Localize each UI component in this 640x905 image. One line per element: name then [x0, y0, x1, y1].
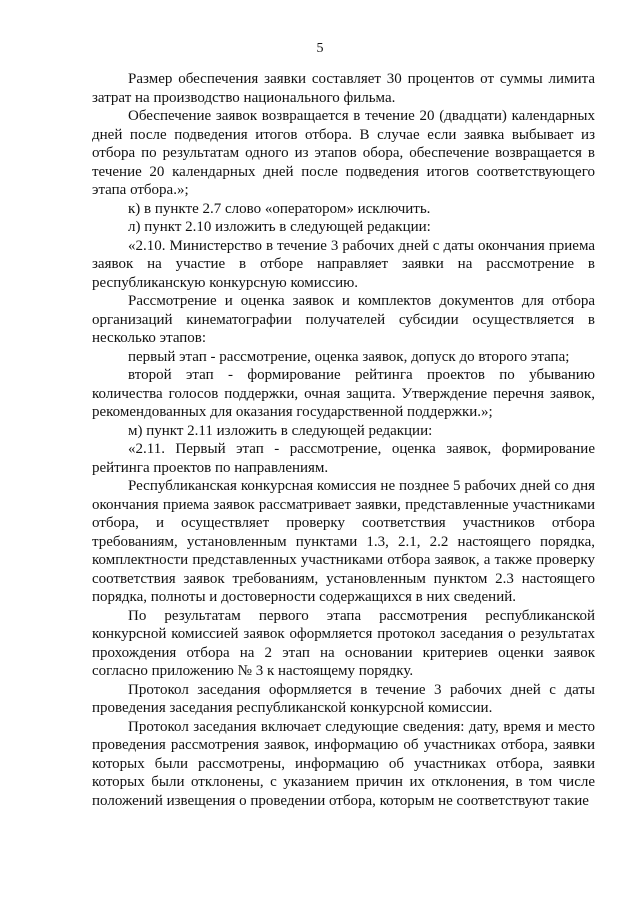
paragraph: м) пункт 2.11 изложить в следующей редакции: [128, 422, 433, 439]
paragraph: По результатам первого этапа рассмотрения республиканской конкурсной комиссией заявок оформляется протокол заседания о результатах прохождения отбора на 2 этап на основании критериев оценки заявок согласно приложению № 3 к настоящему порядку. [92, 607, 595, 679]
paragraph: Размер обеспечения заявки составляет 30 процентов от суммы лимита затрат на производство национального фильма. [92, 71, 595, 106]
paragraph: к) в пункте 2.7 слово «оператором» исключить. [128, 200, 431, 217]
paragraph: Протокол заседания оформляется в течение 3 рабочих дней с даты проведения заседания республиканской конкурсной комиссии. [92, 681, 595, 716]
document-body [92, 70, 595, 810]
paragraph: Протокол заседания включает следующие сведения: дату, время и место проведения рассмотрения заявок, информацию об участниках отбора, заявки которых были рассмотрены, информацию об участниках отбора, заявки которых были отклонены, с указанием причин их отклонения, в том числе положений извещения о проведении отбора, которым не соответствуют такие [92, 718, 595, 809]
page-number: 5 [316, 41, 324, 56]
paragraph: второй этап - формирование рейтинга проектов по убыванию количества голосов поддержки, очная защита. Утверждение перечня заявок, рекомендованных для оказания государственной поддержки.»; [92, 367, 595, 420]
paragraph: л) пункт 2.10 изложить в следующей редакции: [128, 219, 431, 235]
paragraph: Республиканская конкурсная комиссия не позднее 5 рабочих дней со дня окончания приема заявок рассматривает заявки, представленные участниками отбора, и осуществляет проверку соответствия участников отбора требованиям, установленным пунктами 1.3, 2.1, 2.2 настоящего порядка, комплектности представленных участниками отбора заявок, а также проверку соответствия заявок требованиям, установленным пунктом 2.3 настоящего порядка, полноты и достоверности содержащихся в них сведений. [92, 478, 595, 605]
paragraph: «2.11. Первый этап - рассмотрение, оценка заявок, формирование рейтинга проектов по направлениям. [92, 441, 595, 476]
paragraph: «2.10. Министерство в течение 3 рабочих дней с даты окончания приема заявок на участие в отборе направляет заявки на рассмотрение в республиканскую конкурсную комиссию. [92, 237, 595, 291]
paragraph: Обеспечение заявок возвращается в течение 20 (двадцати) календарных дней после подведения итогов отбора. В случае если заявка выбывает из отбора по результатам одного из этапов обора, обеспечение возвращается в течение 20 календарных дней после подведения итогов соответствующего этапа отбора.»; [92, 108, 595, 198]
paragraph: Рассмотрение и оценка заявок и комплектов документов для отбора организаций кинематографии получателей субсидии осуществляется в несколько этапов: [92, 293, 595, 346]
paragraph: первый этап - рассмотрение, оценка заявок, допуск до второго этапа; [128, 348, 570, 365]
